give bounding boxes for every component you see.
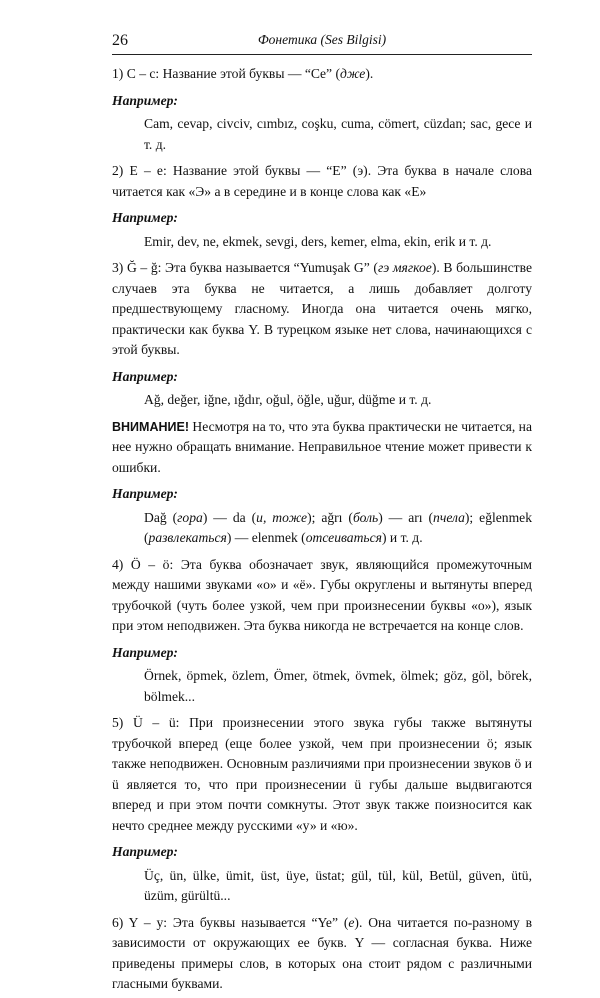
example-words-c: Cam, cevap, civciv, cımbız, coşku, cuma, cömert, cüzdan; sac, gece и т. д. xyxy=(144,116,532,152)
example-words-u-umlaut: Üç, ün, ülke, ümit, üst, üye, üstat; gül, tül, kül, Betül, güven, ütü, üzüm, gürültü... xyxy=(144,867,532,903)
example-label: Например: xyxy=(112,210,178,225)
word: ) — arı ( xyxy=(378,509,434,525)
word: ); eğlenmek ( xyxy=(144,509,532,545)
warning-note xyxy=(112,417,532,479)
translation: пчела xyxy=(433,509,465,525)
example-words-g-breve: Ağ, değer, iğne, ığdır, oğul, öğle, uğur, düğme и т. д. xyxy=(144,392,432,407)
section-letter-c xyxy=(112,64,532,85)
word: ) — elenmek ( xyxy=(226,530,306,545)
section-text-end: ). В большинстве случаев эта буква не читается, а лишь добавляет долготу предшествующему гласному. Иногда она читается очень мягко, практически как буква Y. В турецком языке нет слова, начинающихся с этой буквы. xyxy=(112,260,532,357)
word: Dağ ( xyxy=(144,509,178,525)
section-letter-e: 2) E – e: Название этой буквы — “E” (э). Эта буква в начале слова читается как «Э» а в середине и в конце слова как «Е» xyxy=(112,163,532,199)
translation: отсеиваться xyxy=(305,530,382,545)
section-letter-g-breve xyxy=(112,258,532,361)
example-label: Например: xyxy=(112,92,178,108)
page-header xyxy=(112,28,532,55)
section-letter-y xyxy=(112,913,532,995)
translation: боль xyxy=(352,509,379,525)
pronunciation: гэ мягкое xyxy=(377,260,432,275)
section-text: 6) Y – y: Эта буквы называется “Ye” ( xyxy=(112,914,349,930)
example-label: Например: xyxy=(112,844,178,859)
warning-label: ВНИМАНИЕ! xyxy=(112,419,189,434)
example-words-o-umlaut: Örnek, öpmek, özlem, Ömer, ötmek, övmek, ölmek; göz, göl, börek, bölmek... xyxy=(144,668,532,704)
example-label: Например: xyxy=(112,486,178,501)
running-title: Фонетика (Ses Bilgisi) xyxy=(257,32,387,47)
section-text: 1) C – c: Название этой буквы — “Ce” ( xyxy=(112,66,340,81)
section-text-end: ). Она читается по-разному в зависимости от окружающих ее букв. Y — согласная буква. Ниже приведены примеры слов, в которых она стоит рядом с различными гласными буквами. xyxy=(112,914,532,991)
example-pairs-g-breve xyxy=(112,508,532,549)
example-label: Например: xyxy=(112,368,178,384)
word: ); ağrı ( xyxy=(307,509,353,525)
pronunciation: е xyxy=(348,914,355,930)
word: ) и т. д. xyxy=(381,530,423,545)
section-letter-o-umlaut: 4) Ö – ö: Эта буква обозначает звук, являющийся промежуточным между нашими звуками «о» и «ё». Губы округлены и вытянуты вперед трубочкой (чуть более узкой, чем при произнесении буквы «о»), язык при этом неподвижен. Эта буква никогда не встречается на конце слов. xyxy=(112,556,532,633)
example-label: Например: xyxy=(112,644,178,660)
example-words-e: Emir, dev, ne, ekmek, sevgi, ders, kemer, elma, ekin, erik и т. д. xyxy=(144,233,492,249)
word: ) — da ( xyxy=(202,509,257,525)
translation: и, тоже xyxy=(256,509,308,525)
warning-text: Несмотря на то, что эта буква практически не читается, на нее нужно обращать внимание. Неправильное чтение может привести к ошибки. xyxy=(112,418,532,475)
pronunciation: дже xyxy=(339,66,366,81)
translation: гора xyxy=(177,509,203,525)
section-text: 3) Ğ – ğ: Эта буква называется “Yumuşak G” ( xyxy=(112,260,378,275)
page-number: 26 xyxy=(112,32,128,49)
section-text-end: ). xyxy=(365,66,374,81)
page-content xyxy=(112,64,532,998)
section-letter-u-umlaut: 5) Ü – ü: При произнесении этого звука губы также вытянуты трубочкой вперед (еще более узкой, чем при произнесении ö; язык также неподвижен. Основным различиями при произнесении звуков ö и ü является то, что при произнесении ü губы дальше выдвигаются вперед и при этом почти сомкнуты. Этот звук также поизносится как нечто среднее между русскими «у» и «ю». xyxy=(112,715,532,833)
translation: развлекаться xyxy=(148,530,227,545)
